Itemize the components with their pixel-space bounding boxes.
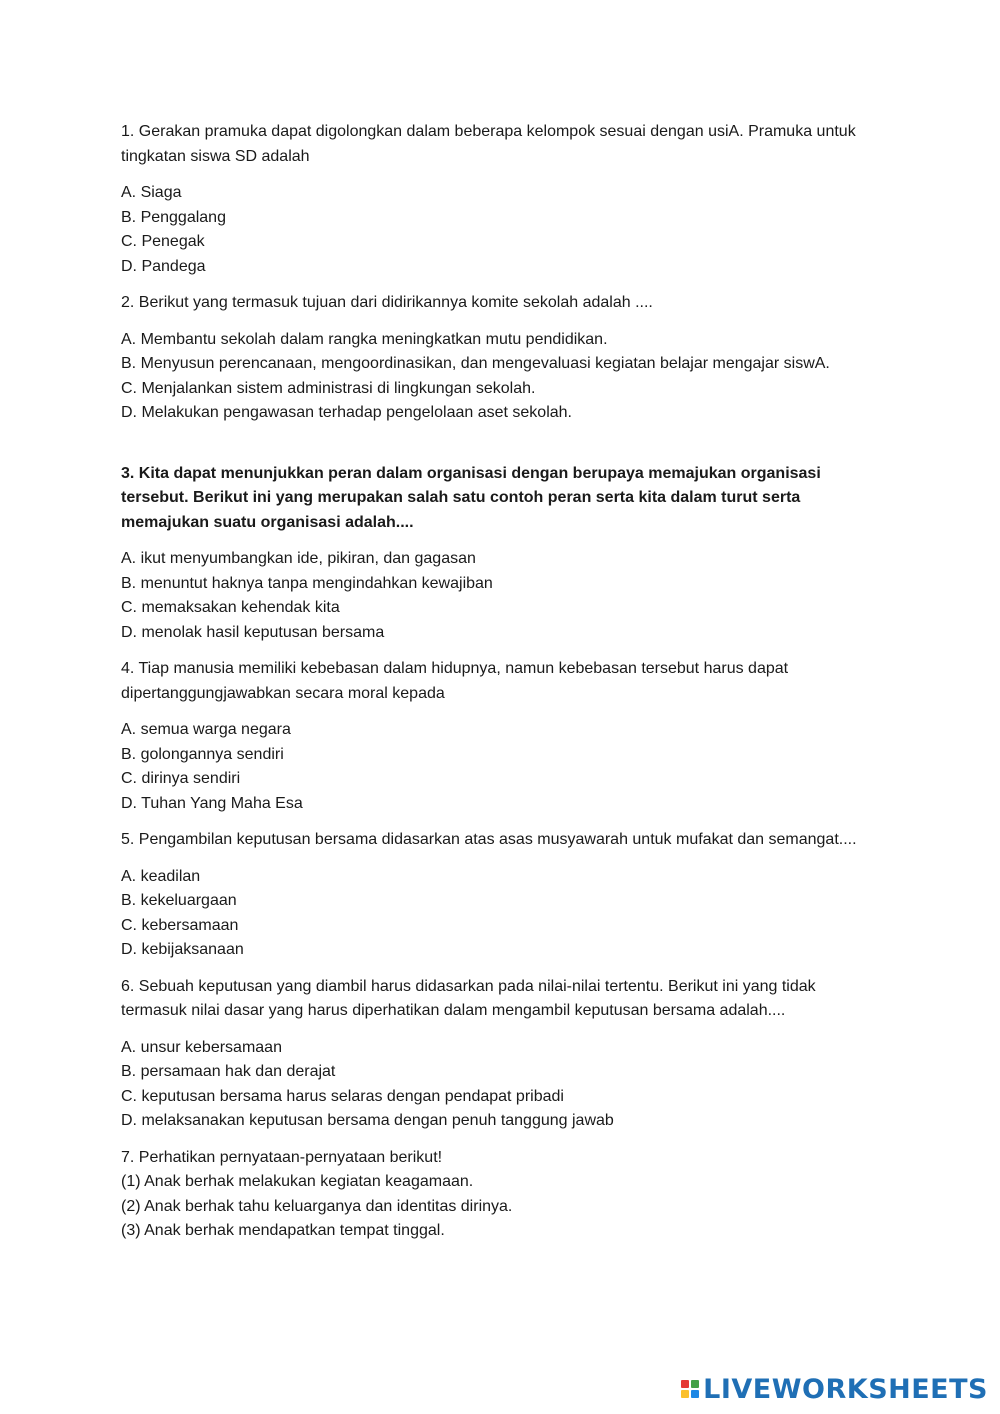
logo-square-icon (691, 1380, 699, 1388)
liveworksheets-logo (681, 1374, 988, 1404)
logo-text: LIVEWORKSHEETS (703, 1373, 988, 1405)
option-item: C. keputusan bersama harus selaras dengan pendapat pribadi (121, 1087, 564, 1105)
option-item: C. Penegak (121, 233, 205, 250)
option-item: D. melaksanakan keputusan bersama dengan penuh tanggung jawab (121, 1112, 614, 1129)
option-item: A. semua warga negara (121, 721, 291, 738)
options-list (121, 865, 881, 963)
statement-item: (2) Anak berhak tahu keluarganya dan identitas dirinya. (121, 1197, 513, 1215)
option-item: B. Menyusun perencanaan, mengoordinasikan, dan mengevaluasi kegiatan belajar mengajar siswA. (121, 355, 830, 372)
question-block (121, 828, 881, 963)
question-text: 7. Perhatikan pernyataan-pernyataan berikut! (121, 1148, 443, 1166)
option-item: C. memaksakan kehendak kita (121, 599, 340, 616)
question-block (121, 975, 881, 1134)
question-block (121, 462, 881, 646)
question-text: 1. Gerakan pramuka dapat digolongkan dalam beberapa kelompok sesuai dengan usiA. Pramuka untuk tingkatan siswa SD adalah (121, 123, 856, 165)
options-list (121, 1036, 881, 1134)
option-item: D. Melakukan pengawasan terhadap pengelolaan aset sekolah. (121, 404, 572, 421)
option-item: A. Membantu sekolah dalam rangka meningkatkan mutu pendidikan. (121, 330, 608, 348)
option-item: B. Penggalang (121, 208, 226, 226)
question-block (121, 657, 881, 816)
logo-square-icon (681, 1390, 689, 1398)
option-item: A. Siaga (121, 184, 182, 201)
worksheet-page (121, 120, 881, 1244)
question-block (121, 291, 881, 426)
option-item: B. menuntut haknya tanpa mengindahkan kewajiban (121, 574, 493, 592)
statement-item: (1) Anak berhak melakukan kegiatan keagamaan. (121, 1173, 474, 1190)
question-block (121, 120, 881, 279)
options-list (121, 181, 881, 279)
option-item: D. menolak hasil keputusan bersama (121, 623, 385, 641)
options-list (121, 718, 881, 816)
logo-mark-icon (681, 1380, 699, 1398)
question-text: 6. Sebuah keputusan yang diambil harus didasarkan pada nilai-nilai tertentu. Berikut ini yang tidak termasuk nilai dasar yang harus diperhatikan dalam mengambil keputusan bersama adalah.... (121, 977, 816, 1019)
option-item: B. golongannya sendiri (121, 745, 284, 763)
option-item: C. dirinya sendiri (121, 770, 241, 787)
option-item: A. ikut menyumbangkan ide, pikiran, dan gagasan (121, 550, 476, 567)
option-item: C. kebersamaan (121, 916, 239, 934)
option-item: C. Menjalankan sistem administrasi di lingkungan sekolah. (121, 379, 536, 397)
option-item: A. unsur kebersamaan (121, 1038, 282, 1056)
option-item: B. persamaan hak dan derajat (121, 1063, 336, 1080)
question-text: 3. Kita dapat menunjukkan peran dalam organisasi dengan berupaya memajukan organisasi tersebut. Berikut ini yang merupakan salah satu contoh peran serta kita dalam turut serta memajukan suatu organisasi adalah.... (121, 464, 821, 531)
option-item: A. keadilan (121, 867, 201, 885)
logo-square-icon (681, 1380, 689, 1388)
option-item: D. kebijaksanaan (121, 941, 244, 958)
logo-square-icon (691, 1390, 699, 1398)
spacer (121, 438, 881, 462)
question-text: 4. Tiap manusia memiliki kebebasan dalam hidupnya, namun kebebasan tersebut harus dapat dipertanggungjawabkan secara moral kepada (121, 660, 789, 702)
statements-list (121, 1146, 881, 1244)
option-item: D. Tuhan Yang Maha Esa (121, 794, 303, 812)
option-item: D. Pandega (121, 257, 206, 275)
question-text: 5. Pengambilan keputusan bersama didasarkan atas asas musyawarah untuk mufakat dan semangat.... (121, 831, 857, 848)
statement-item: (3) Anak berhak mendapatkan tempat tinggal. (121, 1222, 445, 1239)
option-item: B. kekeluargaan (121, 892, 237, 909)
options-list (121, 547, 881, 645)
options-list (121, 328, 881, 426)
question-block (121, 1146, 881, 1244)
question-text: 2. Berikut yang termasuk tujuan dari didirikannya komite sekolah adalah .... (121, 294, 653, 311)
